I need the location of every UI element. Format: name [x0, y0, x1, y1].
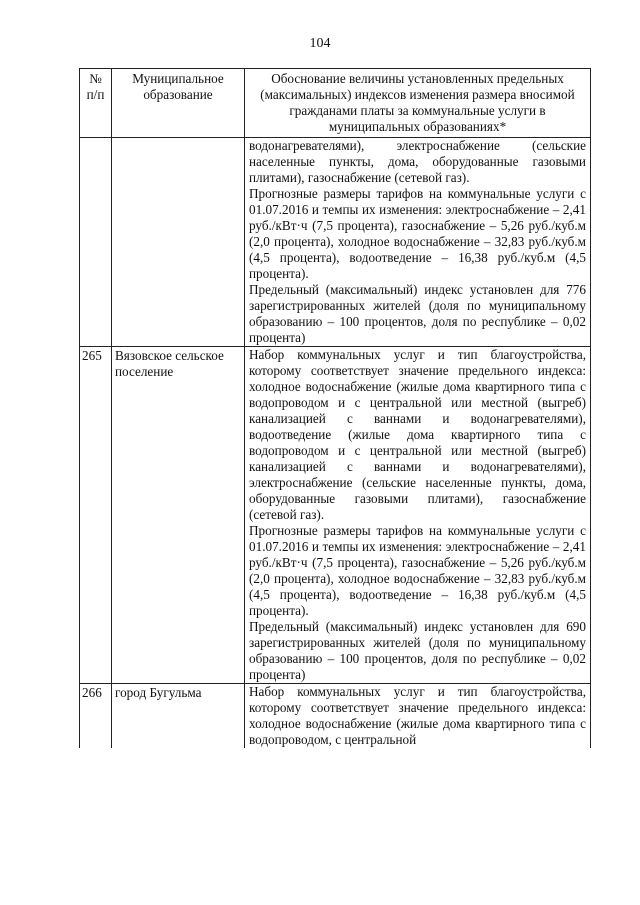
tariff-table — [79, 68, 591, 748]
basis-paragraph: Прогнозные размеры тарифов на коммунальные услуги с 01.07.2016 и темпы их изменения: электроснабжение – 2,41 руб./кВт·ч (7,5 процента), газоснабжение – 5,26 руб./куб.м (2,0 процента), холодное водоснабжение – 32,83 руб./куб.м (4,5 процента), водоотведение – 16,38 руб./куб.м (4,5 процента). — [249, 523, 586, 618]
row-municipality: город Бугульма — [112, 684, 245, 749]
row-number — [80, 138, 112, 347]
row-number: 265 — [80, 347, 112, 684]
basis-paragraph: Предельный (максимальный) индекс установлен для 776 зарегистрированных жителей (доля по муниципальному образованию – 100 процентов, доля по республике – 0,02 процента) — [249, 282, 586, 345]
header-basis: Обоснование величины установленных предельных (максимальных) индексов изменения размера вносимой гражданами платы за коммунальные услуги в муниципальных образованиях* — [245, 69, 591, 138]
header-number: № п/п — [80, 69, 112, 138]
row-municipality — [112, 138, 245, 347]
row-number: 266 — [80, 684, 112, 749]
row-basis — [245, 684, 591, 749]
row-basis — [245, 347, 591, 684]
row-basis — [245, 138, 591, 347]
basis-paragraph: Набор коммунальных услуг и тип благоустройства, которому соответствует значение предельного индекса: холодное водоснабжение (жилые дома квартирного типа с водопроводом и с центральной или местной (выгреб) канализацией с ваннами и водонагревателями), водоотведение (жилые дома квартирного типа с водопроводом и с центральной или местной (выгреб) канализацией с ваннами и водонагревателями), электроснабжение (сельские населенные пункты, дома, оборудованные газовыми плитами), газоснабжение (сетевой газ). — [249, 347, 586, 522]
page-number: 104 — [309, 36, 331, 51]
header-municipality: Муниципальное образование — [112, 69, 245, 138]
basis-paragraph: Прогнозные размеры тарифов на коммунальные услуги с 01.07.2016 и темпы их изменения: электроснабжение – 2,41 руб./кВт·ч (7,5 процента), газоснабжение – 5,26 руб./куб.м (2,0 процента), холодное водоснабжение – 32,83 руб./куб.м (4,5 процента), водоотведение – 16,38 руб./куб.м (4,5 процента). — [249, 186, 586, 281]
table-row — [80, 347, 591, 684]
basis-paragraph: водонагревателями), электроснабжение (сельские населенные пункты, дома, оборудованные газовыми плитами), газоснабжение (сетевой газ). — [249, 138, 586, 185]
row-municipality: Вязовское сельское поселение — [112, 347, 245, 684]
table-row — [80, 138, 591, 347]
basis-paragraph: Предельный (максимальный) индекс установлен для 690 зарегистрированных жителей (доля по муниципальному образованию – 100 процентов, доля по республике – 0,02 процента) — [249, 619, 586, 682]
table-row — [80, 684, 591, 749]
table-header-row — [80, 69, 591, 138]
basis-paragraph: Набор коммунальных услуг и тип благоустройства, которому соответствует значение предельного индекса: холодное водоснабжение (жилые дома квартирного типа с водопроводом, с центральной — [249, 684, 586, 747]
